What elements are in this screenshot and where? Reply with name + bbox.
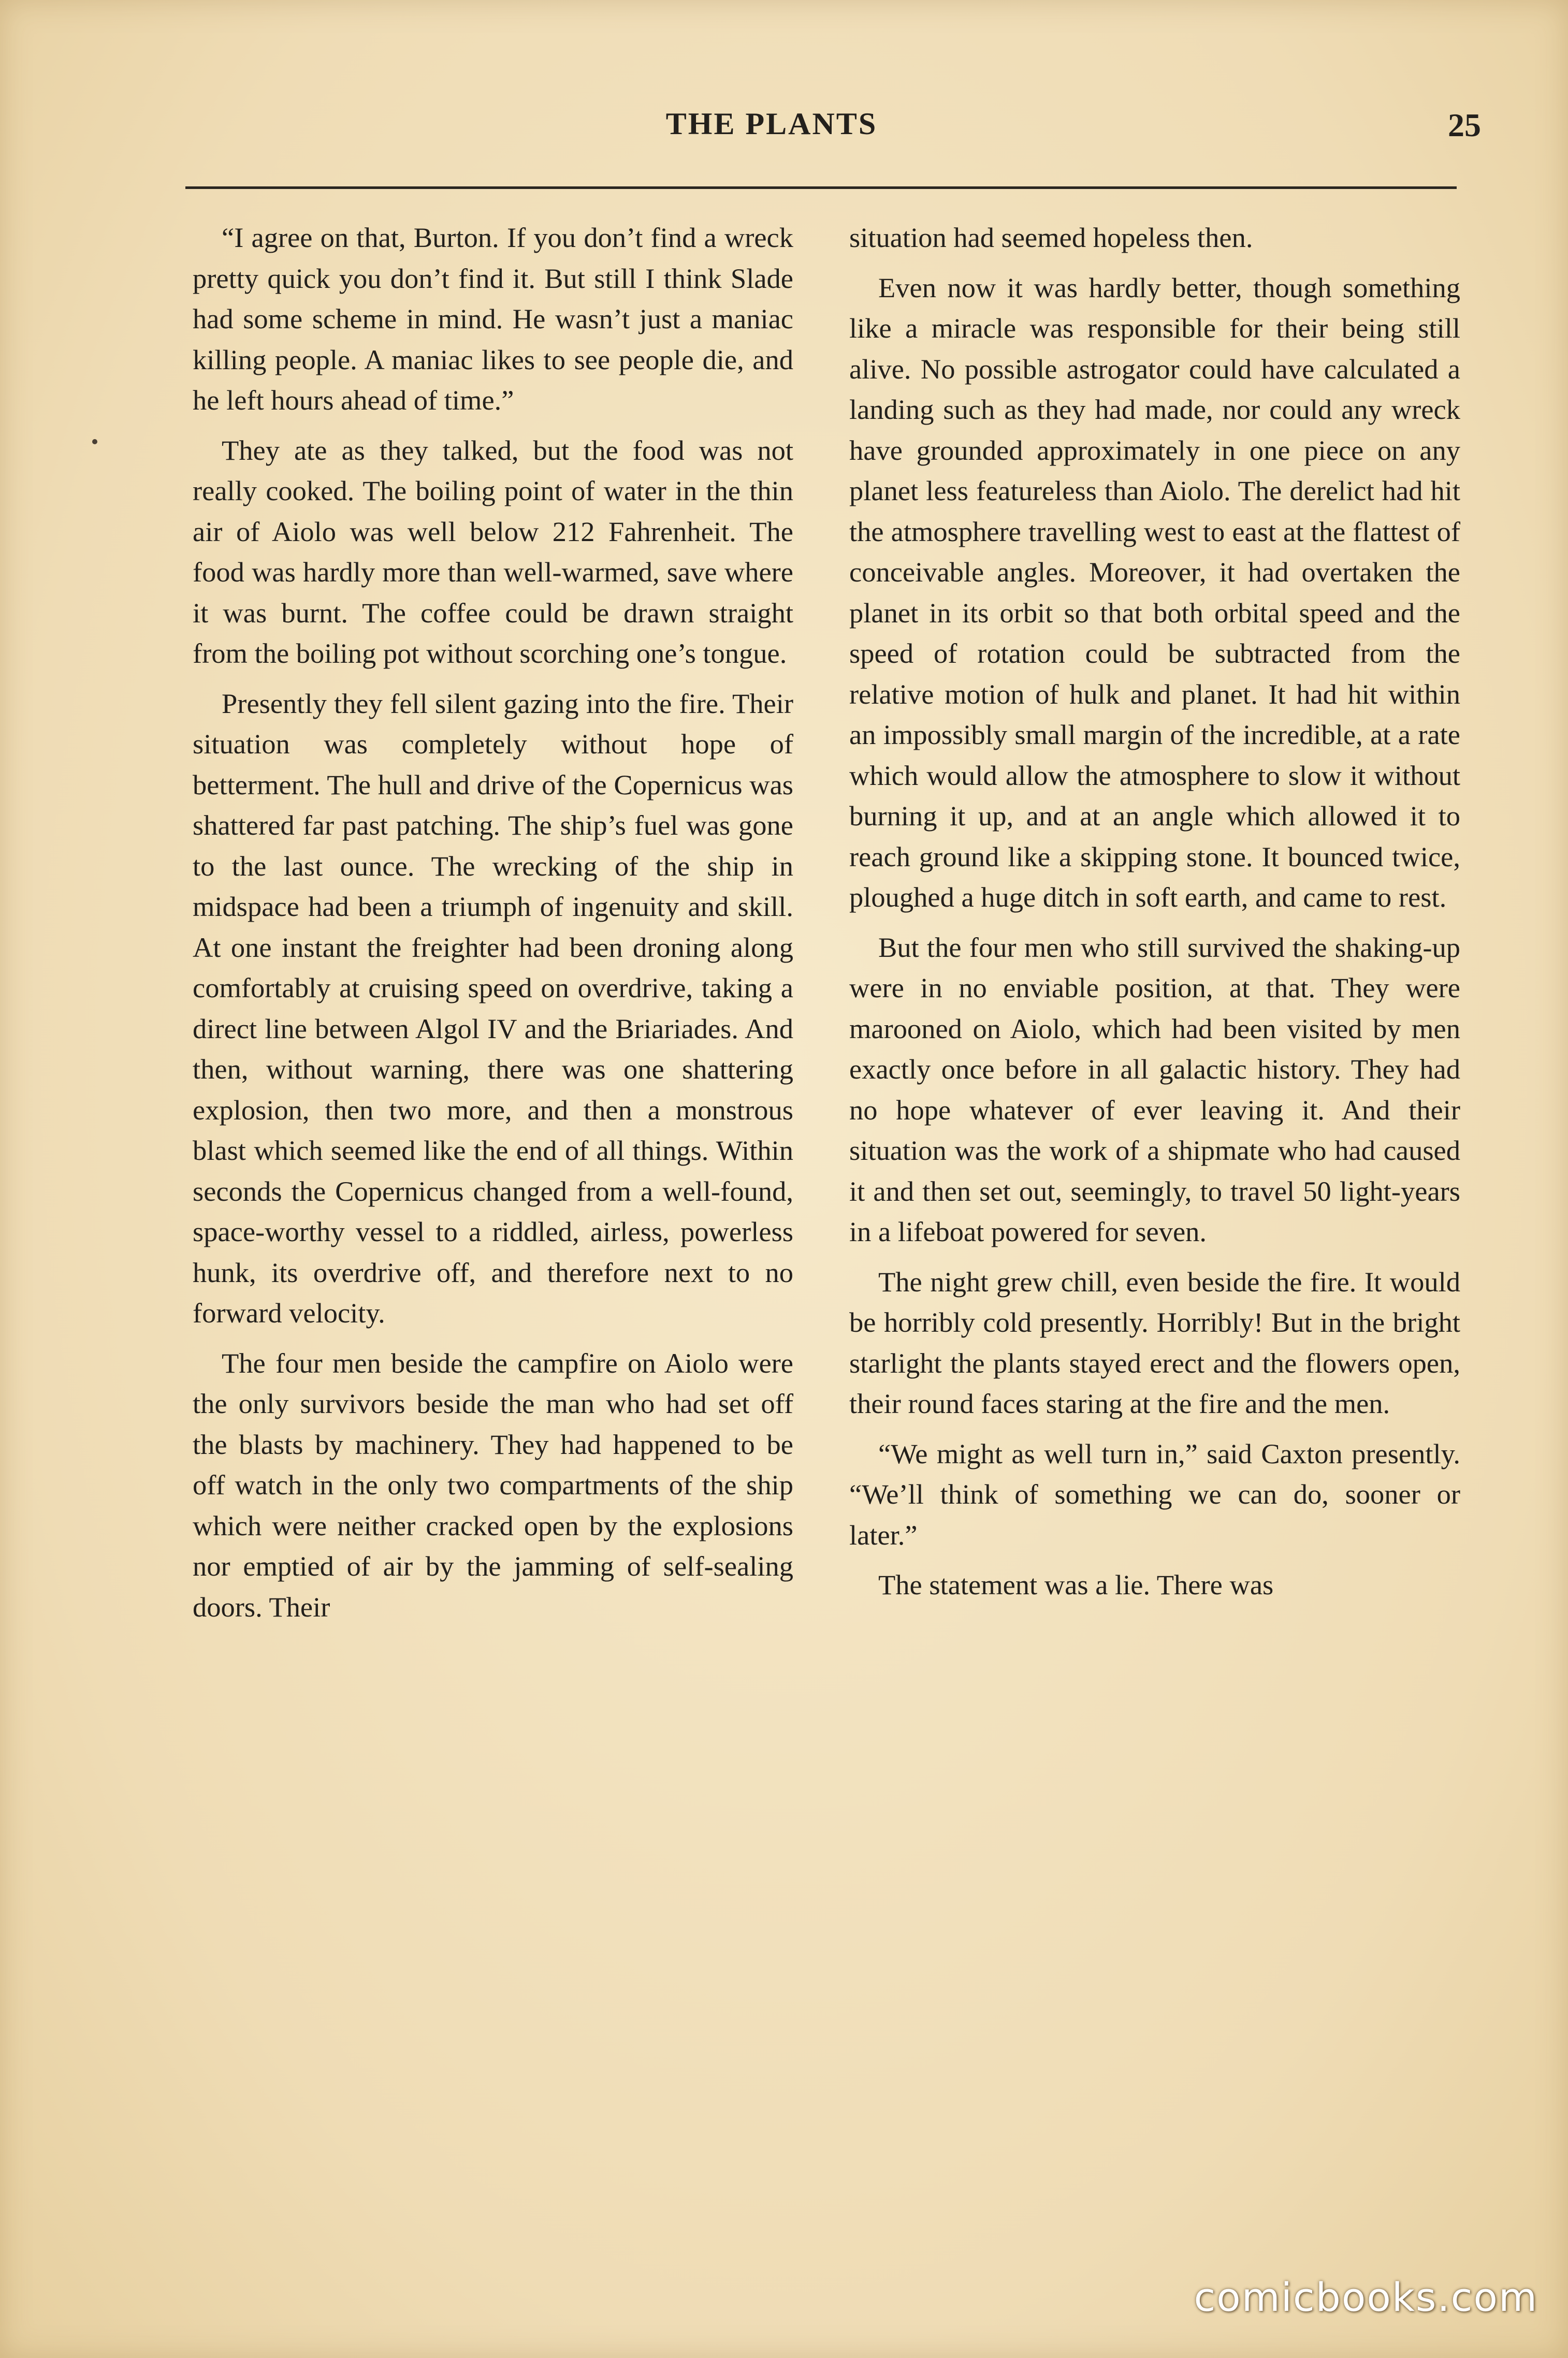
margin-speck bbox=[92, 439, 97, 444]
paragraph: Presently they fell silent gazing into the fire. Their situation was completely without hope of betterment. The hull and drive of the Copernicus was shattered far past patching. The ship’s fuel was gone to the last ounce. The wrecking of the ship in midspace had been a triumph of ingenuity and skill. At one instant the freighter had been droning along comfortably at cruising speed on overdrive, taking a direct line between Algol IV and the Briariades. And then, without warning, there was one shattering explosion, then two more, and then a monstrous blast which seemed like the end of all things. Within seconds the Copernicus changed from a well-found, space-worthy vessel to a riddled, airless, powerless hunk, its overdrive off, and therefore next to no forward velocity. bbox=[193, 687, 793, 1329]
paragraph: Even now it was hardly better, though something like a miracle was responsible for their being still alive. No possible astrogator could have calculated a landing such as they had made, nor could any wreck have grounded approximately in one piece on any planet less featureless than Aiolo. The derelict had hit the atmosphere travelling west to east at the flattest of conceivable angles. Moreover, it had overtaken the planet in its orbit so that both orbital speed and the speed of rotation could be subtracted from the relative motion of hulk and planet. It had hit within an impossibly small margin of the incredible, at a rate which would allow the atmosphere to slow it without burning it up, and at an angle which allowed it to reach ground like a skipping stone. It bounced twice, ploughed a huge ditch in soft earth, and came to rest. bbox=[849, 271, 1460, 913]
right-column bbox=[849, 217, 1460, 1606]
paragraph: “We might as well turn in,” said Caxton presently. “We’ll think of something we can do, sooner or later.” bbox=[849, 1437, 1460, 1551]
paragraph: The four men beside the campfire on Aiolo were the only survivors beside the man who had set off the blasts by machinery. They had happened to be off watch in the only two compartments of the ship which were neither cracked open by the explosions nor emptied of air by the jamming of self-sealing doors. Their bbox=[193, 1347, 793, 1623]
running-header bbox=[0, 106, 1568, 153]
paragraph: But the four men who still survived the shaking-up were in no enviable position, at that. They were marooned on Aiolo, which had been visited by men exactly once before in all galactic history. They had no hope whatever of ever leaving it. And their situation was the work of a shipmate who had caused it and then set out, seemingly, to travel 50 light-years in a lifeboat powered for seven. bbox=[849, 931, 1460, 1247]
header-rule bbox=[185, 186, 1457, 189]
paragraph: The statement was a lie. There was bbox=[878, 1569, 1274, 1600]
page-number: 25 bbox=[1448, 107, 1481, 143]
paragraph: The night grew chill, even beside the fire. It would be horribly cold presently. Horribly! But in the bright starlight the plants stayed erect and the flowers open, their round faces staring at the fire and the men. bbox=[849, 1265, 1460, 1419]
left-column bbox=[193, 217, 793, 1627]
paragraph: They ate as they talked, but the food was not really cooked. The boiling point of water in the thin air of Aiolo was well below 212 Fahrenheit. The food was hardly more than well-warmed, save where it was burnt. The coffee could be drawn straight from the boiling pot without scorching one’s tongue. bbox=[193, 434, 793, 669]
paragraph-continuation: situation had seemed hopeless then. bbox=[849, 222, 1253, 253]
running-title: THE PLANTS bbox=[665, 107, 878, 141]
watermark: comicbooks.com bbox=[1194, 2274, 1538, 2320]
paragraph: “I agree on that, Burton. If you don’t find a wreck pretty quick you don’t find it. But still I think Slade had some scheme in mind. He wasn’t just a maniac killing people. A maniac likes to see people die, and he left hours ahead of time.” bbox=[193, 222, 793, 416]
